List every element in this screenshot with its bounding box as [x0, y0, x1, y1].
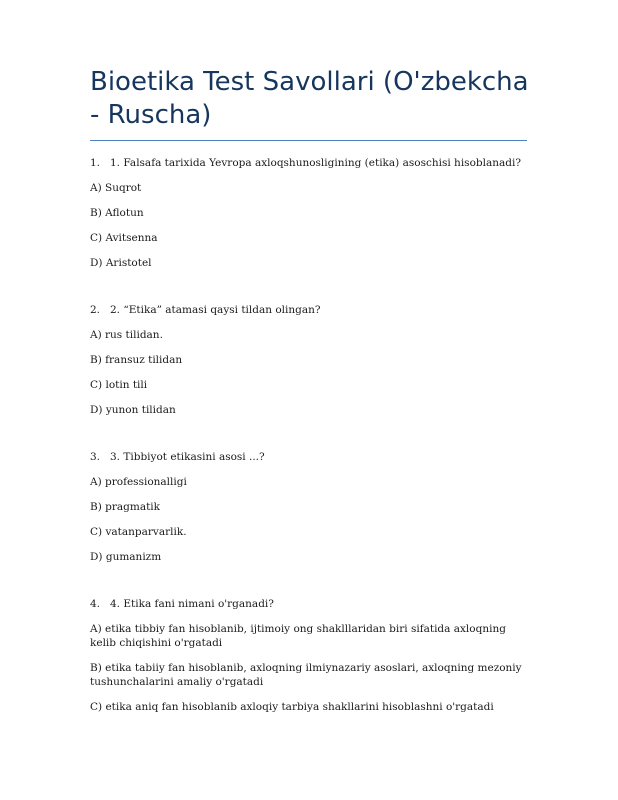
- option-d: D) yunon tilidan: [90, 404, 176, 416]
- option-c: C) lotin tili: [90, 379, 148, 391]
- option-c: C) vatanparvarlik.: [90, 526, 187, 538]
- spacer: [90, 417, 530, 442]
- question-number: 1.: [90, 157, 101, 169]
- spacer: [90, 270, 530, 295]
- question-4: [90, 597, 530, 611]
- question-text: 4. Etika fani nimani o'rganadi?: [110, 598, 274, 610]
- question-2: [90, 303, 530, 317]
- option-a: A) professionalligi: [90, 476, 187, 488]
- option-a: A) rus tilidan.: [90, 329, 163, 341]
- option-c: C) etika aniq fan hisoblanib axloqiy tarbiya shakllarini hisoblashni o'rgatadi: [90, 701, 494, 713]
- option-a: A) etika tibbiy fan hisoblanib, ijtimoiy ong shaklllaridan biri sifatida axloqning kelib chiqishini o'rgatadi: [90, 623, 506, 649]
- option-b: B) etika tabiiy fan hisoblanib, axloqning ilmiynazariy asoslari, axloqning mezoniy tushunchalarini amaliy o'rgatadi: [90, 662, 522, 688]
- document-body: [90, 148, 530, 714]
- option-c: C) Avitsenna: [90, 232, 158, 244]
- question-text: 2. “Etika” atamasi qaysi tildan olingan?: [110, 304, 321, 316]
- spacer: [90, 564, 530, 589]
- question-text: 1. Falsafa tarixida Yevropa axloqshunosligining (etika) asoschisi hisoblanadi?: [110, 157, 521, 169]
- option-b: B) pragmatik: [90, 501, 161, 513]
- question-number: 3.: [90, 451, 101, 463]
- option-d: D) gumanizm: [90, 551, 162, 563]
- title-divider: [90, 140, 527, 141]
- question-3: [90, 450, 530, 464]
- option-a: A) Suqrot: [90, 182, 142, 194]
- document-title: Bioetika Test Savollari (O'zbekcha - Ruscha): [90, 67, 529, 130]
- option-b: B) Aflotun: [90, 207, 144, 219]
- question-text: 3. Tibbiyot etikasini asosi ...?: [110, 451, 265, 463]
- option-d: D) Aristotel: [90, 257, 152, 269]
- question-number: 2.: [90, 304, 101, 316]
- question-number: 4.: [90, 598, 101, 610]
- option-b: B) fransuz tilidan: [90, 354, 183, 366]
- question-1: [90, 156, 530, 170]
